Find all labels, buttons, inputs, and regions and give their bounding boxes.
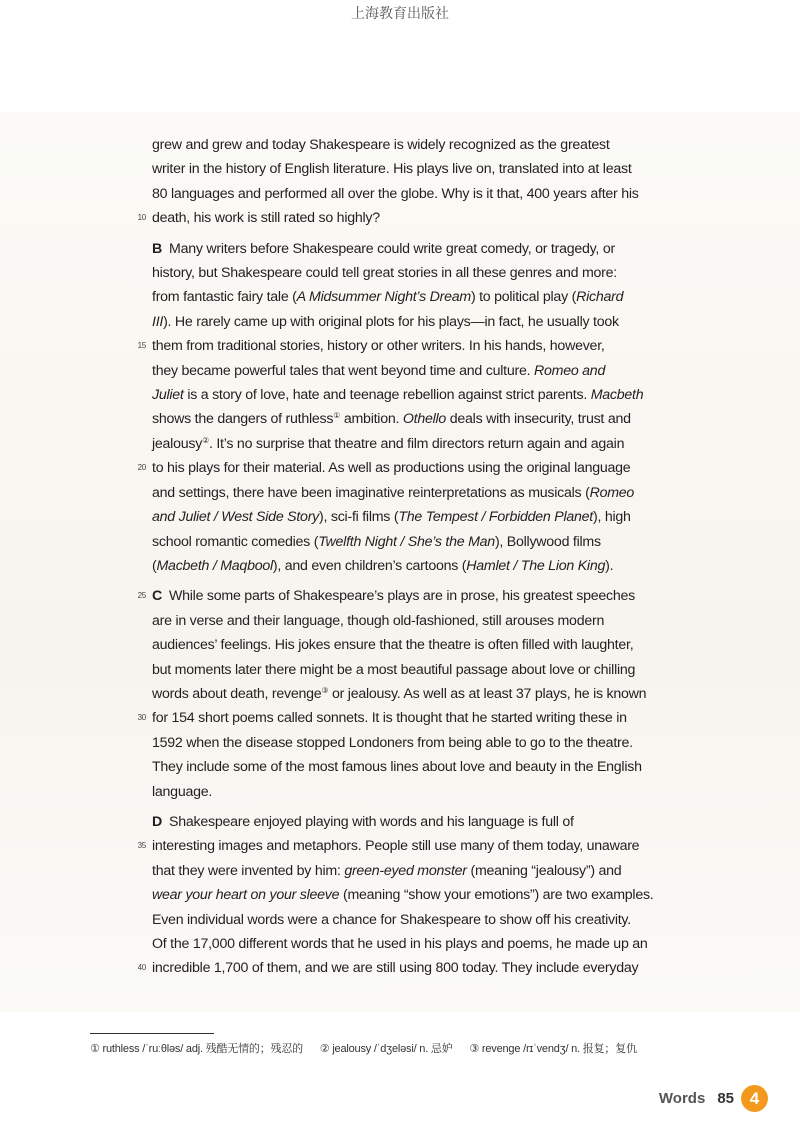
text-line bbox=[152, 755, 700, 779]
text-line bbox=[152, 383, 700, 407]
text-run: writer in the history of English literature. His plays live on, translated into at least bbox=[152, 161, 632, 178]
line-number: 10 bbox=[137, 213, 146, 223]
publisher-header: 上海教育出版社 bbox=[351, 6, 449, 22]
text-line bbox=[152, 908, 700, 932]
paragraph-d bbox=[137, 810, 700, 981]
text-run: . It’s no surprise that theatre and film directors return again and again bbox=[208, 435, 625, 452]
text-run: shows the dangers of ruthless bbox=[152, 411, 334, 428]
italic-title: Othello bbox=[402, 411, 447, 428]
text-line bbox=[152, 633, 700, 657]
text-run: Shakespeare enjoyed playing with words and his language is full of bbox=[169, 813, 574, 830]
text-run: jealousy bbox=[152, 435, 203, 452]
line-number: 40 bbox=[137, 963, 146, 973]
line-number: 15 bbox=[137, 341, 146, 351]
italic-title: III bbox=[152, 313, 164, 330]
text-run: but moments later there might be a most beautiful passage about love or chilling bbox=[152, 661, 636, 678]
text-run: death, his work is still rated so highly? bbox=[152, 210, 380, 227]
text-line bbox=[137, 706, 700, 730]
italic-title: Juliet bbox=[152, 387, 184, 404]
text-run: ) to political play ( bbox=[470, 289, 577, 306]
italic-title: Romeo bbox=[589, 484, 635, 501]
italic-title: The Tempest / Forbidden Planet bbox=[398, 509, 593, 526]
italic-title: and Juliet / West Side Story bbox=[152, 509, 320, 526]
text-run: is a story of love, hate and teenage rebellion against strict parents. bbox=[183, 387, 591, 404]
text-line bbox=[137, 584, 700, 608]
text-run: interesting images and metaphors. People still use many of them today, unaware bbox=[152, 838, 640, 855]
footnote-marker: ③ bbox=[321, 685, 329, 695]
text-line bbox=[152, 554, 700, 578]
text-run: that they were invented by him: bbox=[152, 862, 345, 879]
text-run: they became powerful tales that went beyond time and culture. bbox=[152, 362, 534, 379]
text-run: ). He rarely came up with original plots for his plays—in fact, he usually took bbox=[163, 313, 619, 330]
text-run: and settings, there have been imaginative reinterpretations as musicals ( bbox=[152, 484, 590, 501]
text-line bbox=[152, 432, 700, 456]
footnote-divider bbox=[90, 1033, 214, 1034]
text-line bbox=[152, 310, 700, 334]
unit-badge: 4 bbox=[741, 1085, 768, 1112]
paragraph-c bbox=[137, 584, 700, 804]
text-line bbox=[152, 182, 700, 206]
text-run: Of the 17,000 different words that he used in his plays and poems, he made up an bbox=[152, 936, 648, 952]
text-line bbox=[152, 359, 700, 383]
line-number: 25 bbox=[137, 591, 146, 601]
reading-passage bbox=[137, 133, 700, 981]
footnote-marker: ① bbox=[333, 411, 341, 421]
text-run: deals with insecurity, trust and bbox=[446, 411, 631, 428]
italic-title: Twelfth Night / She’s the Man bbox=[318, 533, 495, 550]
text-run: from fantastic fairy tale ( bbox=[152, 289, 297, 306]
text-line bbox=[152, 157, 700, 181]
text-run: 80 languages and performed all over the globe. Why is it that, 400 years after his bbox=[152, 185, 639, 202]
italic-title: Macbeth bbox=[590, 387, 644, 404]
footnote-ruthless: ① ruthless /ˈruːθləs/ adj. 残酷无情的；残忍的 bbox=[90, 1043, 303, 1055]
text-line bbox=[152, 658, 700, 682]
text-run: ), sci-fi films ( bbox=[319, 509, 399, 526]
italic-title: Hamlet / The Lion King bbox=[466, 557, 606, 574]
italic-title: Romeo and bbox=[533, 362, 606, 379]
italic-title: wear your heart on your sleeve bbox=[152, 887, 340, 904]
text-line bbox=[152, 133, 700, 157]
text-run: While some parts of Shakespeare’s plays are in prose, his greatest speeches bbox=[169, 588, 635, 605]
italic-title: green-eyed monster bbox=[344, 862, 467, 879]
text-run: ). bbox=[605, 557, 614, 574]
section-letter: D bbox=[152, 813, 162, 830]
text-run: (meaning “jealousy”) and bbox=[466, 862, 622, 879]
page-footer bbox=[659, 1085, 768, 1112]
text-run: grew and grew and today Shakespeare is widely recognized as the greatest bbox=[152, 137, 610, 153]
text-line bbox=[152, 505, 700, 529]
text-run: ambition. bbox=[340, 411, 403, 428]
text-run: ), Bollywood films bbox=[494, 533, 601, 550]
text-run: ), and even children’s cartoons ( bbox=[272, 557, 467, 574]
text-run: (meaning “show your emotions”) are two examples. bbox=[339, 887, 654, 904]
text-run: are in verse and their language, though old-fashioned, still arouses modern bbox=[152, 612, 605, 629]
text-line bbox=[152, 810, 700, 834]
text-run: They include some of the most famous lines about love and beauty in the English bbox=[152, 759, 642, 776]
text-line bbox=[137, 206, 700, 230]
text-run: for 154 short poems called sonnets. It is thought that he started writing these in bbox=[152, 710, 627, 727]
page-number: 85 bbox=[717, 1090, 734, 1107]
text-run: language. bbox=[152, 783, 213, 800]
text-line bbox=[152, 731, 700, 755]
text-run: ( bbox=[152, 557, 157, 574]
text-line bbox=[152, 883, 700, 907]
line-number: 20 bbox=[137, 463, 146, 473]
text-run: Even individual words were a chance for Shakespeare to show off his creativity. bbox=[152, 911, 631, 928]
text-line bbox=[152, 780, 700, 804]
text-run: to his plays for their material. As well as productions using the original language bbox=[152, 460, 631, 477]
line-number: 35 bbox=[137, 841, 146, 851]
section-letter: C bbox=[152, 588, 162, 605]
text-line bbox=[152, 237, 700, 261]
text-run: incredible 1,700 of them, and we are still using 800 today. They include everyday bbox=[152, 960, 639, 977]
paragraph-b bbox=[137, 237, 700, 579]
text-line bbox=[152, 530, 700, 554]
text-line bbox=[152, 481, 700, 505]
italic-title: Macbeth / Maqbool bbox=[156, 557, 273, 574]
text-line bbox=[137, 334, 700, 358]
text-line bbox=[152, 682, 700, 706]
text-line bbox=[152, 407, 700, 431]
text-run: audiences’ feelings. His jokes ensure that the theatre is often filled with laughter, bbox=[152, 637, 634, 654]
text-run: or jealousy. As well as at least 37 plays, he is known bbox=[328, 685, 647, 702]
italic-title: Richard bbox=[576, 289, 624, 306]
text-run: them from traditional stories, history or other writers. In his hands, however, bbox=[152, 338, 605, 355]
text-run: 1592 when the disease stopped Londoners from being able to go to the theatre. bbox=[152, 734, 633, 751]
text-line bbox=[152, 261, 700, 285]
text-line bbox=[152, 932, 700, 956]
text-line bbox=[152, 859, 700, 883]
footer-label: Words bbox=[658, 1090, 706, 1107]
text-run: history, but Shakespeare could tell great stories in all these genres and more: bbox=[152, 265, 617, 282]
italic-title: A Midsummer Night’s Dream bbox=[296, 289, 471, 306]
footnotes bbox=[90, 1040, 730, 1056]
footnote-jealousy: ② jealousy /ˈdʒeləsi/ n. 忌妒 bbox=[319, 1043, 453, 1055]
text-line bbox=[137, 956, 700, 980]
text-run: ), high bbox=[592, 509, 631, 526]
section-letter: B bbox=[152, 240, 162, 257]
text-line bbox=[137, 834, 700, 858]
footnote-revenge: ③ revenge /rɪˈvendʒ/ n. 报复；复仇 bbox=[469, 1043, 637, 1055]
text-line bbox=[152, 609, 700, 633]
paragraph bbox=[137, 133, 700, 231]
footnote-marker: ② bbox=[202, 435, 209, 445]
text-run: words about death, revenge bbox=[152, 685, 322, 702]
text-line bbox=[152, 285, 700, 309]
text-run: Many writers before Shakespeare could write great comedy, or tragedy, or bbox=[169, 240, 615, 257]
text-line bbox=[137, 456, 700, 480]
line-number: 30 bbox=[137, 713, 146, 723]
text-run: school romantic comedies ( bbox=[152, 533, 319, 550]
